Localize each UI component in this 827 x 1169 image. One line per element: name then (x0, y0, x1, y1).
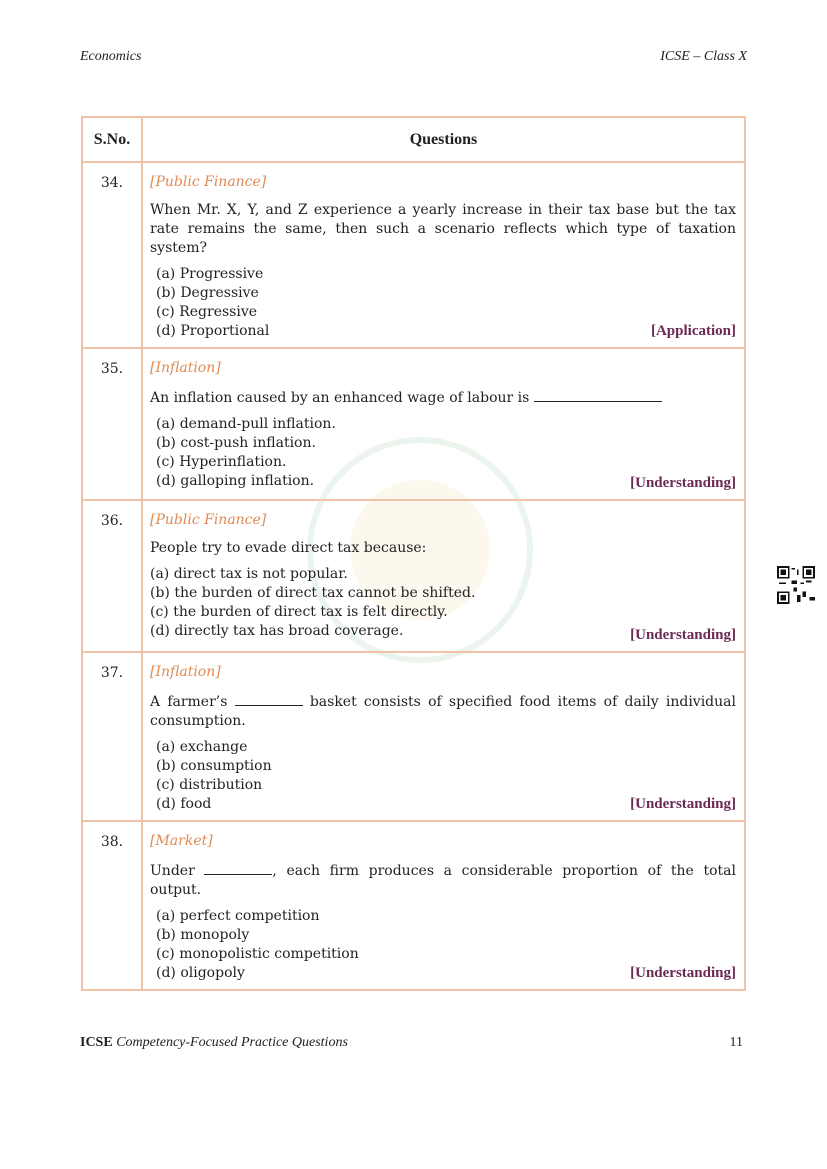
question-row (82, 500, 745, 652)
question-row (82, 652, 745, 821)
page-number: 11 (729, 1035, 743, 1050)
questions-table (81, 116, 746, 991)
question-topic: [Public Finance] (150, 174, 267, 190)
option-b: (b) monopoly (156, 927, 250, 943)
footer-brand: ICSE (80, 1035, 113, 1050)
question-text (150, 387, 736, 408)
answer-blank (204, 860, 272, 875)
running-header-class: ICSE – Class X (660, 49, 747, 64)
option-b: (b) cost-push inflation. (156, 435, 316, 451)
option-b: (b) consumption (156, 758, 272, 774)
option-d: (d) galloping inflation. (156, 473, 315, 489)
column-header-sno: S.No. (82, 117, 142, 162)
option-c: (c) Regressive (156, 304, 258, 320)
option-a: (a) direct tax is not popular. (150, 566, 348, 582)
competency-tag: [Understanding] (630, 965, 736, 981)
question-topic: [Public Finance] (150, 512, 267, 528)
option-a: (a) exchange (156, 739, 248, 755)
question-row (82, 162, 745, 348)
question-cell (142, 500, 745, 652)
question-text (150, 860, 736, 900)
question-text (150, 691, 736, 731)
answer-blank (235, 691, 303, 706)
option-a: (a) demand-pull inflation. (156, 416, 336, 432)
option-c: (c) the burden of direct tax is felt directly. (150, 604, 448, 620)
qr-code-icon[interactable] (777, 566, 815, 604)
option-a: (a) Progressive (156, 266, 264, 282)
footer-title (80, 1035, 348, 1051)
question-topic: [Inflation] (150, 360, 221, 376)
column-header-questions: Questions (142, 117, 745, 162)
competency-tag: [Application] (650, 323, 736, 339)
question-text: People try to evade direct tax because: (150, 540, 427, 556)
question-row (82, 348, 745, 500)
competency-tag: [Understanding] (630, 627, 736, 643)
question-text-after: basket consists of specified food items of daily individual consumption. (150, 694, 736, 729)
option-c: (c) Hyperinflation. (156, 454, 287, 470)
option-d: (d) oligopoly (156, 965, 245, 981)
question-cell (142, 652, 745, 821)
question-text-before: An inflation caused by an enhanced wage of labour is (150, 390, 534, 406)
question-topic: [Inflation] (150, 664, 221, 680)
competency-tag: [Understanding] (630, 475, 736, 491)
option-a: (a) perfect competition (156, 908, 320, 924)
question-number: 36. (82, 500, 142, 652)
option-d: (d) Proportional (156, 323, 270, 339)
option-c: (c) distribution (156, 777, 263, 793)
option-b: (b) Degressive (156, 285, 259, 301)
question-number: 34. (82, 162, 142, 348)
running-header-subject: Economics (80, 49, 142, 64)
question-number: 38. (82, 821, 142, 990)
question-number: 35. (82, 348, 142, 500)
question-cell (142, 821, 745, 990)
question-cell (142, 348, 745, 500)
option-b: (b) the burden of direct tax cannot be shifted. (150, 585, 476, 601)
option-c: (c) monopolistic competition (156, 946, 359, 962)
option-d: (d) food (156, 796, 212, 812)
question-row (82, 821, 745, 990)
question-cell (142, 162, 745, 348)
question-text-before: A farmer’s (150, 694, 235, 710)
question-text: When Mr. X, Y, and Z experience a yearly increase in their tax base but the tax rate remains the same, then such a scenario reflects which type of taxation system? (150, 202, 736, 256)
competency-tag: [Understanding] (630, 796, 736, 812)
question-text-before: Under (150, 863, 205, 879)
option-d: (d) directly tax has broad coverage. (150, 623, 404, 639)
answer-blank (534, 387, 662, 402)
footer-subtitle: Competency-Focused Practice Questions (116, 1035, 348, 1050)
question-topic: [Market] (150, 833, 213, 849)
question-text-after: , each firm produces a considerable proportion of the total output. (150, 863, 736, 898)
table-header-row (82, 117, 745, 162)
question-number: 37. (82, 652, 142, 821)
